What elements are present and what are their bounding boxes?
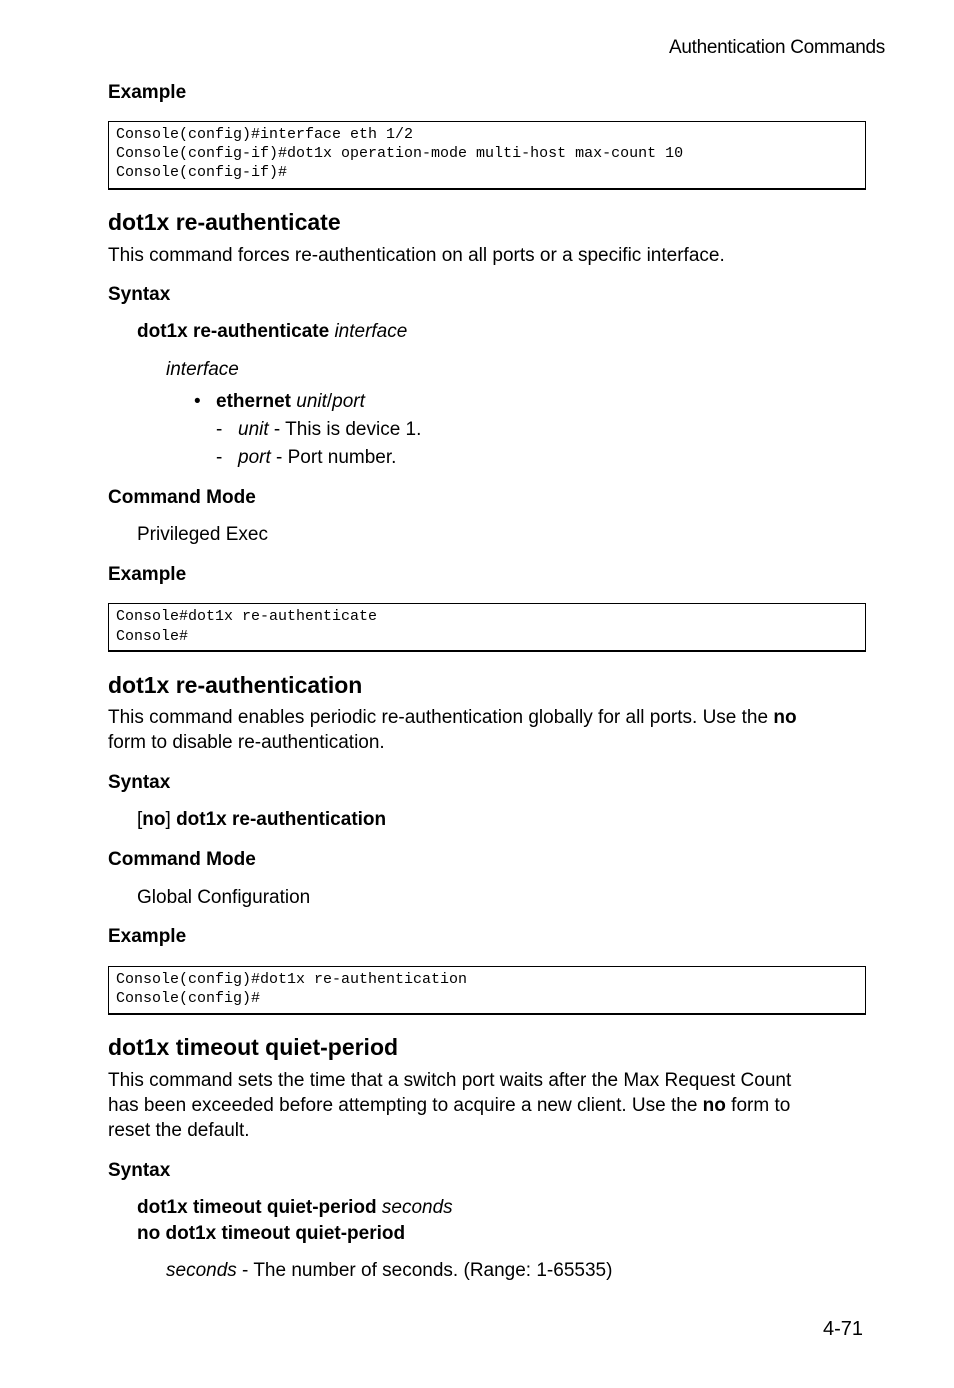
code-line: Console(config)#dot1x re-authentication — [116, 971, 468, 988]
unit-description: - This is device 1. — [268, 419, 422, 440]
bullet-port: port — [332, 391, 365, 412]
dash-marker: - — [216, 447, 223, 468]
code-example-block — [108, 121, 866, 190]
parameter-name: seconds — [166, 1260, 237, 1281]
keyword-no: no — [142, 809, 166, 830]
command-mode-heading: Command Mode — [108, 487, 256, 508]
section-description: This command forces re-authentication on all ports or a specific interface. — [108, 245, 725, 266]
bullet-command: ethernet — [216, 391, 291, 412]
parameter-name — [166, 359, 239, 381]
parameter-text: - The number of seconds. (Range: 1-65535) — [236, 1260, 613, 1281]
section-description-line-2 — [108, 1095, 790, 1117]
syntax-heading: Syntax — [108, 772, 171, 793]
code-line: Console(config)# — [116, 990, 261, 1007]
example-heading: Example — [108, 564, 187, 585]
example-heading: Example — [108, 82, 187, 103]
description-text: has been exceeded before attempting to acquire a new client. Use the — [108, 1095, 703, 1116]
example-heading: Example — [108, 926, 187, 947]
syntax-no-command: no dot1x timeout quiet-period — [137, 1223, 406, 1244]
bullet-item — [216, 391, 365, 413]
syntax-no-line — [137, 1223, 405, 1245]
syntax-line — [137, 321, 407, 343]
code-line: Console(config-if)#dot1x operation-mode multi-host max-count 10 — [116, 145, 684, 162]
page-number: 4-71 — [823, 1318, 864, 1340]
syntax-heading: Syntax — [108, 1160, 171, 1181]
running-header: Authentication Commands — [669, 37, 885, 58]
sub-item-unit — [238, 419, 421, 441]
section-description-line-3: reset the default. — [108, 1120, 250, 1141]
code-line: Console# — [116, 628, 189, 645]
bullet-slash: / — [326, 391, 333, 412]
code-line: Console(config)#interface eth 1/2 — [116, 126, 414, 143]
section-description — [108, 707, 797, 729]
parameter-description — [166, 1260, 612, 1282]
bullet-unit: unit — [296, 391, 327, 412]
section-title: dot1x re-authentication — [108, 672, 363, 698]
syntax-command: dot1x re-authentication — [176, 809, 387, 830]
syntax-line — [137, 809, 386, 831]
section-description: This command sets the time that a switch port waits after the Max Request Count — [108, 1070, 792, 1091]
dash-marker: - — [216, 419, 223, 440]
command-mode: Global Configuration — [137, 887, 311, 908]
unit-name: unit — [238, 419, 269, 440]
syntax-parameter: interface — [334, 321, 408, 342]
port-name: port — [238, 447, 271, 468]
syntax-line — [137, 1197, 453, 1219]
parameter-italic: interface — [166, 359, 239, 380]
section-title: dot1x re-authenticate — [108, 209, 341, 235]
syntax-command: dot1x timeout quiet-period — [137, 1197, 377, 1218]
bracket-close: ] — [165, 809, 177, 830]
syntax-command: dot1x re-authenticate — [137, 321, 330, 342]
syntax-parameter: seconds — [381, 1197, 453, 1218]
sub-item-port — [238, 447, 396, 469]
code-example-block — [108, 603, 866, 652]
code-example-block — [108, 966, 866, 1015]
bullet-marker: • — [194, 391, 201, 412]
description-text: This command enables periodic re-authentication globally for all ports. Use the — [108, 707, 774, 728]
port-description: - Port number. — [270, 447, 397, 468]
syntax-heading: Syntax — [108, 284, 171, 305]
keyword-no: no — [702, 1095, 726, 1116]
section-title: dot1x timeout quiet-period — [108, 1034, 399, 1060]
section-description-line-2: form to disable re-authentication. — [108, 732, 385, 753]
command-mode: Privileged Exec — [137, 524, 268, 545]
keyword-no: no — [773, 707, 797, 728]
command-mode-heading: Command Mode — [108, 849, 256, 870]
bracket-open: [ — [137, 809, 143, 830]
code-line: Console(config-if)# — [116, 164, 288, 181]
code-line: Console#dot1x re-authenticate — [116, 608, 378, 625]
description-text: form to — [725, 1095, 791, 1116]
